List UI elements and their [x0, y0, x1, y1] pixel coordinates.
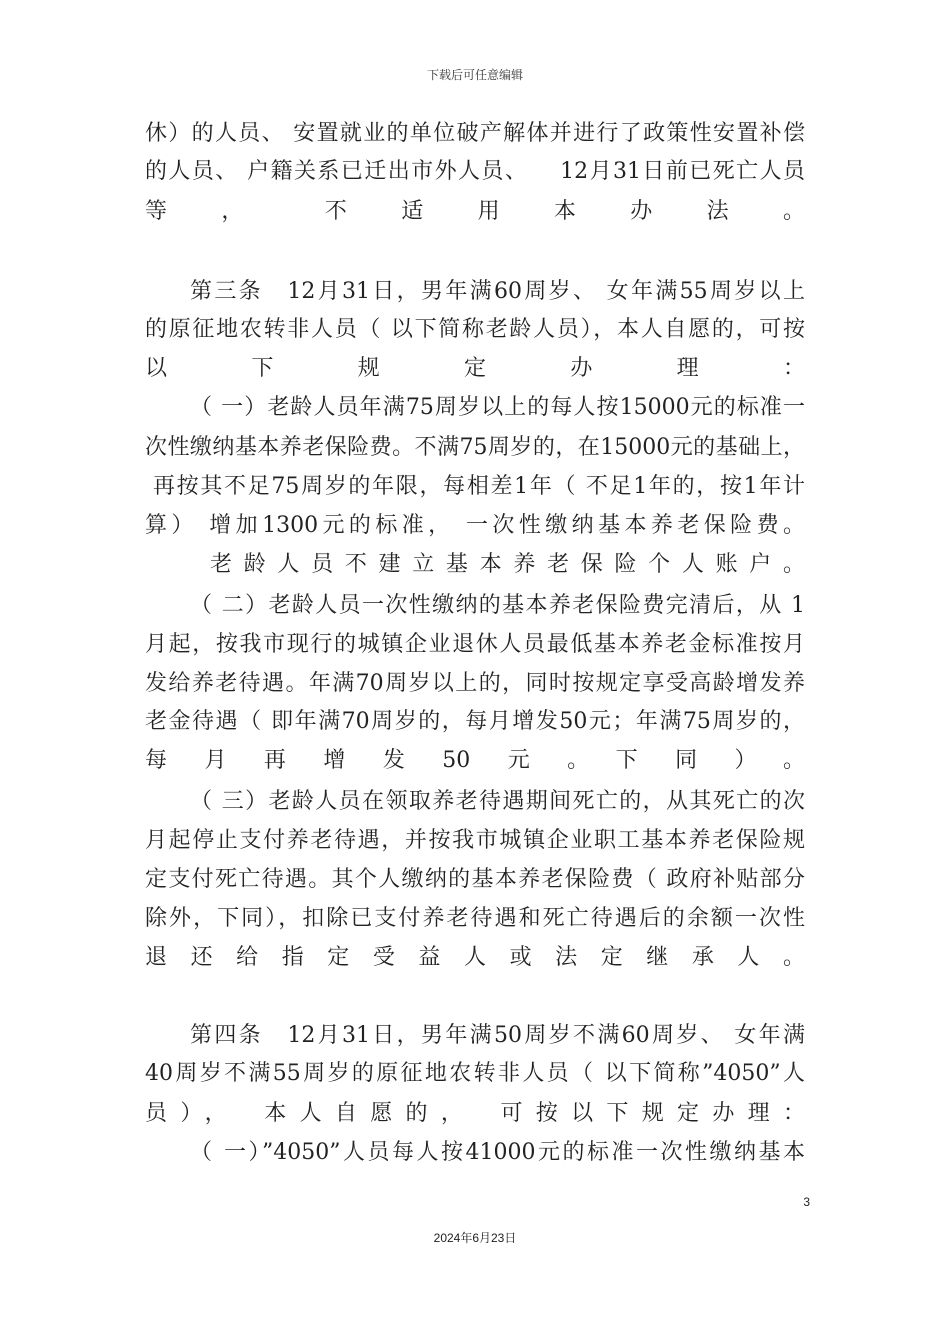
- text-line: 除外，下同），扣除已支付养老待遇和死亡待遇后的余额一次性: [145, 906, 805, 931]
- text-line: 次性缴纳基本养老保险费。不满75周岁的，在15000元的基础上，: [145, 435, 805, 460]
- page-header: 下载后可任意编辑: [426, 68, 523, 82]
- text-line: （ 一）”4050”人员每人按41000元的标准一次性缴纳基本: [190, 1140, 805, 1165]
- text-line: 老龄人员不建立基本养老保险个人账户。: [210, 552, 805, 577]
- footer-date: 2024年6月23日: [433, 1231, 517, 1245]
- text-line: （ 一）老龄人员年满75周岁以上的每人按15000元的标准一: [190, 395, 805, 420]
- text-line: 再按其不足75周岁的年限，每相差1年（ 不足1年的，按1年计: [153, 474, 805, 499]
- text-line: 定支付死亡待遇。其个人缴纳的基本养老保险费（ 政府补贴部分: [145, 867, 805, 892]
- text-line: 40周岁不满55周岁的原征地农转非人员（ 以下简称”4050”人: [145, 1061, 805, 1086]
- text-line: 退还给指定受益人或法定继承人。: [145, 945, 805, 970]
- text-line: 算） 增加1300元的标准， 一次性缴纳基本养老保险费。: [145, 513, 805, 538]
- text-line: 的人员、 户籍关系已迁出市外人员、 12月31日前已死亡人员: [145, 159, 805, 184]
- text-line: 休）的人员、 安置就业的单位破产解体并进行了政策性安置补偿: [145, 121, 805, 146]
- text-line: 等 ， 不 适 用 本 办 法 。: [145, 199, 805, 224]
- text-line: 月起，按我市现行的城镇企业退休人员最低基本养老金标准按月: [145, 632, 805, 657]
- text-line: 的原征地农转非人员（ 以下简称老龄人员），本人自愿的，可按: [145, 317, 805, 342]
- text-line: 以 下 规 定 办 理 ：: [145, 356, 805, 381]
- text-line: 月起停止支付养老待遇，并按我市城镇企业职工基本养老保险规: [145, 828, 805, 853]
- text-line: （ 二）老龄人员一次性缴纳的基本养老保险费完清后，从 1: [190, 593, 805, 618]
- text-line: 员）， 本人自愿的， 可按以下规定办理：: [145, 1101, 805, 1126]
- text-line: 发给养老待遇。年满70周岁以上的，同时按规定享受高龄增发养: [145, 671, 805, 696]
- page-number: 3: [803, 1195, 810, 1209]
- article-heading-4: 第四条 12月31日，男年满50周岁不满60周岁、 女年满: [190, 1023, 805, 1048]
- text-line: （ 三）老龄人员在领取养老待遇期间死亡的，从其死亡的次: [190, 789, 805, 814]
- text-line: 老金待遇（ 即年满70周岁的，每月增发50元；年满75周岁的，: [145, 709, 805, 734]
- article-heading-3: 第三条 12月31日，男年满60周岁、 女年满55周岁以上: [190, 279, 805, 304]
- text-line: 每 月 再 增 发 50 元 。 下 同 ） 。: [145, 748, 805, 773]
